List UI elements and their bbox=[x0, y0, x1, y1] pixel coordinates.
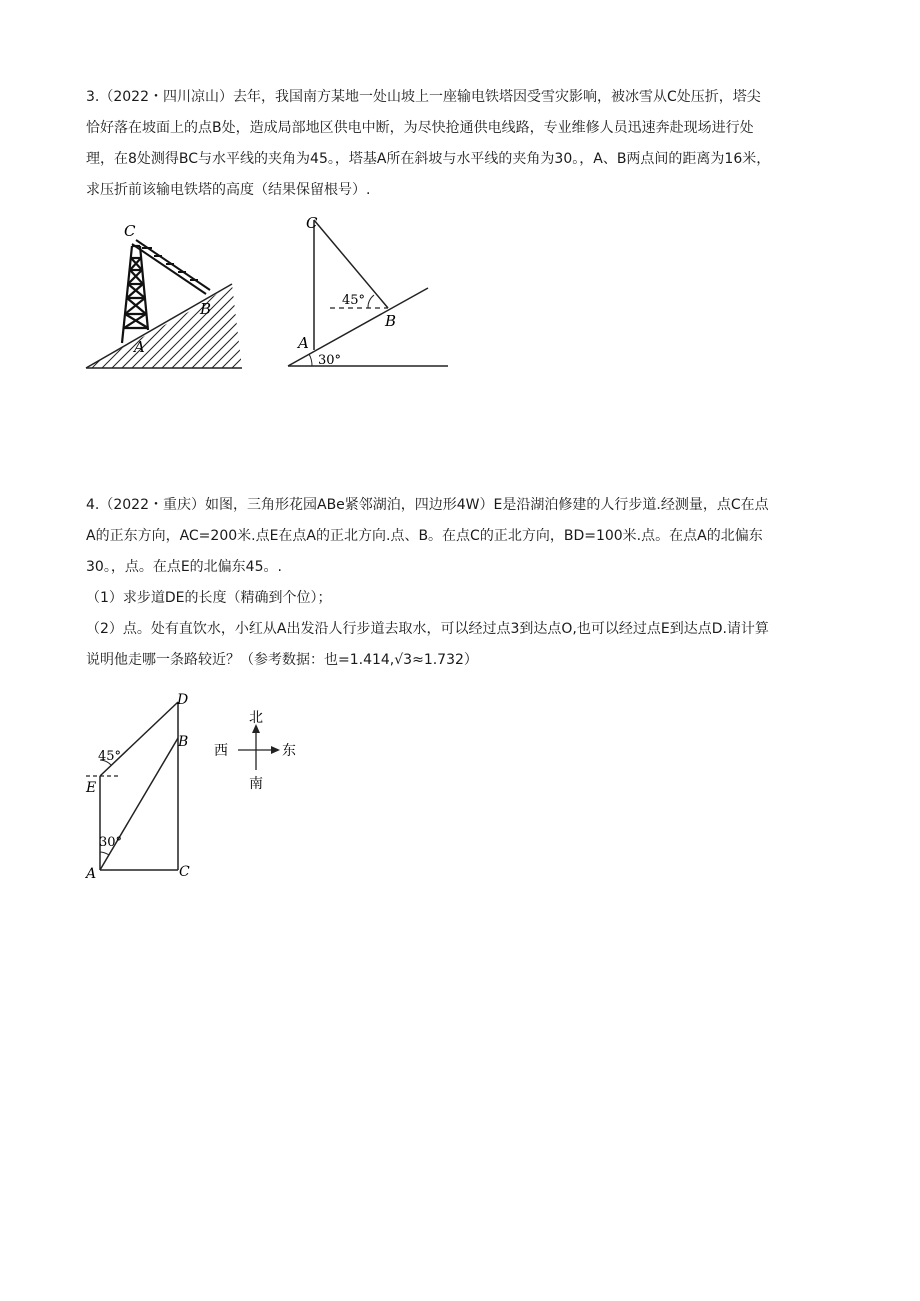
fig-label-e: E bbox=[86, 780, 97, 796]
tower bbox=[122, 246, 148, 343]
compass-west: 西 bbox=[214, 743, 228, 759]
q3-tower-figure bbox=[82, 218, 254, 374]
angle-30-arc bbox=[309, 354, 312, 366]
q4-subquestion-1: （1）求步道DE的长度（精确到个位）； bbox=[86, 590, 332, 606]
q4-line-1: 4.（2022・重庆）如图，三角形花园ABe紧邻湖泊，四边形4W）E是沿湖泊修建的人行步道.经测量，点C在点 bbox=[86, 497, 769, 513]
angle-30-arc bbox=[100, 852, 109, 855]
q3-line-3: 理，在8处测得BC与水平线的夹角为45。，塔基A所在斜坡与水平线的夹角为30。，A、B两点间的距离为16米， bbox=[86, 151, 771, 167]
fig-angle-30: 30° bbox=[99, 835, 123, 850]
fig-label-a: A bbox=[86, 866, 97, 882]
q3-line-4: 求压折前该输电铁塔的高度（结果保留根号）. bbox=[86, 182, 371, 198]
q3-line-1: 3.（2022・四川凉山）去年，我国南方某地一处山坡上一座输电铁塔因受雪灾影响，被冰雪从C处压折，塔尖 bbox=[86, 89, 761, 105]
fig-label-c: C bbox=[179, 864, 190, 880]
fig-label-d: D bbox=[177, 692, 189, 708]
compass-east: 东 bbox=[282, 743, 296, 759]
fig2-angle-30: 30° bbox=[318, 353, 342, 368]
question-3-text bbox=[86, 82, 836, 206]
fig2-label-c: C bbox=[306, 214, 318, 232]
east-arrow-icon bbox=[271, 746, 280, 754]
fig-label-b: B bbox=[178, 734, 189, 750]
fig2-label-a: A bbox=[298, 334, 309, 352]
fig1-label-b: B bbox=[200, 300, 212, 318]
fig1-label-a: A bbox=[134, 338, 145, 356]
q4-geometry-figure bbox=[82, 692, 202, 882]
compass-north: 北 bbox=[249, 710, 263, 726]
compass-rose bbox=[212, 708, 302, 794]
compass-south: 南 bbox=[249, 776, 263, 792]
q4-line-3: 30。，点。在点E的北偏东45。. bbox=[86, 559, 282, 575]
question-4-text bbox=[86, 490, 836, 676]
q4-subquestion-2: （2）点。处有直饮水，小红从A出发沿人行步道去取水，可以经过点3到达点O,也可以经过点E到达点D.请计算 bbox=[86, 621, 769, 637]
angle-45-arc bbox=[368, 295, 374, 308]
q3-line-2: 恰好落在坡面上的点B处，造成局部地区供电中断，为尽快抢通供电线路，专业维修人员迅速奔赴现场进行处 bbox=[86, 120, 754, 136]
fig2-angle-45: 45° bbox=[342, 293, 366, 308]
fig-angle-45: 45° bbox=[98, 749, 122, 764]
q4-line-2: A的正东方向，AC=200米.点E在点A的正北方向.点、B。在点C的正北方向，BD=100米.点。在点A的北偏东 bbox=[86, 528, 763, 544]
segment-ed bbox=[100, 702, 178, 776]
fig2-label-b: B bbox=[385, 312, 397, 330]
slope-line bbox=[86, 284, 232, 368]
fig1-label-c: C bbox=[124, 222, 136, 240]
q3-geometry-figure bbox=[282, 212, 454, 374]
q4-line-6: 说明他走哪一条路较近？（参考数据：也=1.414,√3≈1.732） bbox=[86, 652, 478, 668]
